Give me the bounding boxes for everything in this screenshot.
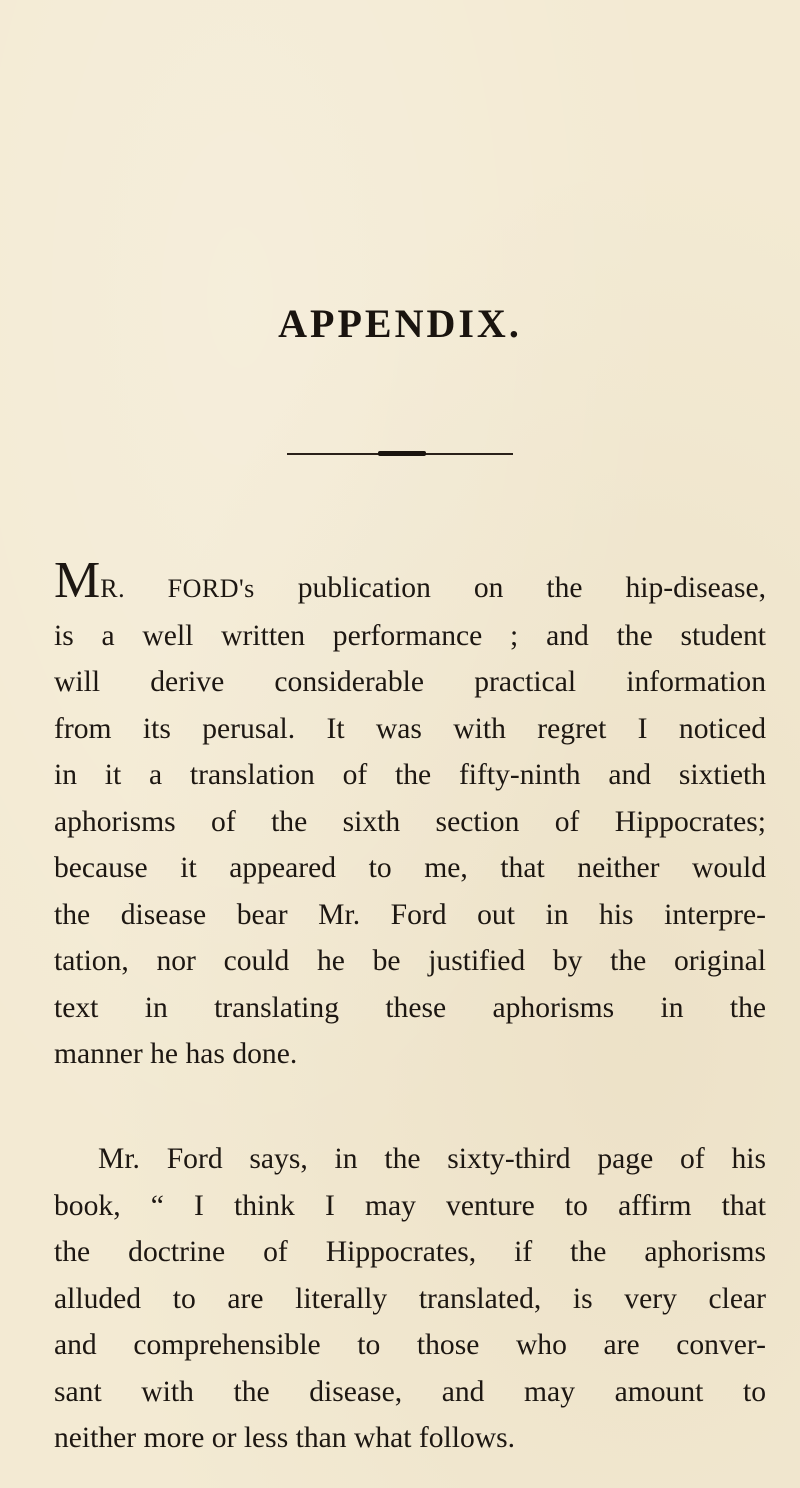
paragraph-1-line-3: will derive considerable practical information [54, 666, 766, 698]
drop-cap: M [54, 552, 101, 609]
paragraph-2-line-5: and comprehensible to those who are conver- [54, 1329, 766, 1361]
paragraph-1-line-2: is a well written performance ; and the student [54, 619, 766, 652]
ornamental-rule-center [378, 451, 426, 456]
paragraph-1-line-10: text in translating these aphorisms in the [54, 991, 766, 1024]
paragraph-1-line-5: in it a translation of the fifty-ninth and sixtieth [54, 759, 766, 791]
paragraph-1-line-7: because it appeared to me, that neither would [54, 852, 766, 884]
paragraph-2-line-2: book, “ I think I may venture to affirm that [54, 1189, 766, 1222]
paragraph-2-line-1: Mr. Ford says, in the sixty-third page of his [98, 1143, 766, 1175]
line-text: publication on the hip-disease, [254, 572, 766, 604]
paragraph-1-line-6: aphorisms of the sixth section of Hippocrates; [54, 805, 766, 838]
paragraph-2-line-4: alluded to are literally translated, is very clear [54, 1282, 766, 1315]
paragraph-2-line-7: neither more or less than what follows. [54, 1422, 516, 1454]
page-heading: APPENDIX. [278, 301, 522, 346]
paragraph-1 [54, 552, 766, 1078]
paragraph-1-line-11: manner he has done. [54, 1038, 298, 1070]
paragraph-1-line-8: the disease bear Mr. Ford out in his interpre- [54, 898, 766, 931]
paragraph-1-line-1 [54, 552, 766, 613]
lead-word: R. FORD's [100, 574, 255, 603]
paragraph-1-line-9: tation, nor could he be justified by the original [54, 945, 766, 977]
paragraph-1-line-4: from its perusal. It was with regret I noticed [54, 712, 766, 745]
paragraph-2 [54, 1136, 766, 1462]
paragraph-2-line-6: sant with the disease, and may amount to [54, 1375, 766, 1408]
paragraph-2-line-3: the doctrine of Hippocrates, if the aphorisms [54, 1236, 766, 1268]
